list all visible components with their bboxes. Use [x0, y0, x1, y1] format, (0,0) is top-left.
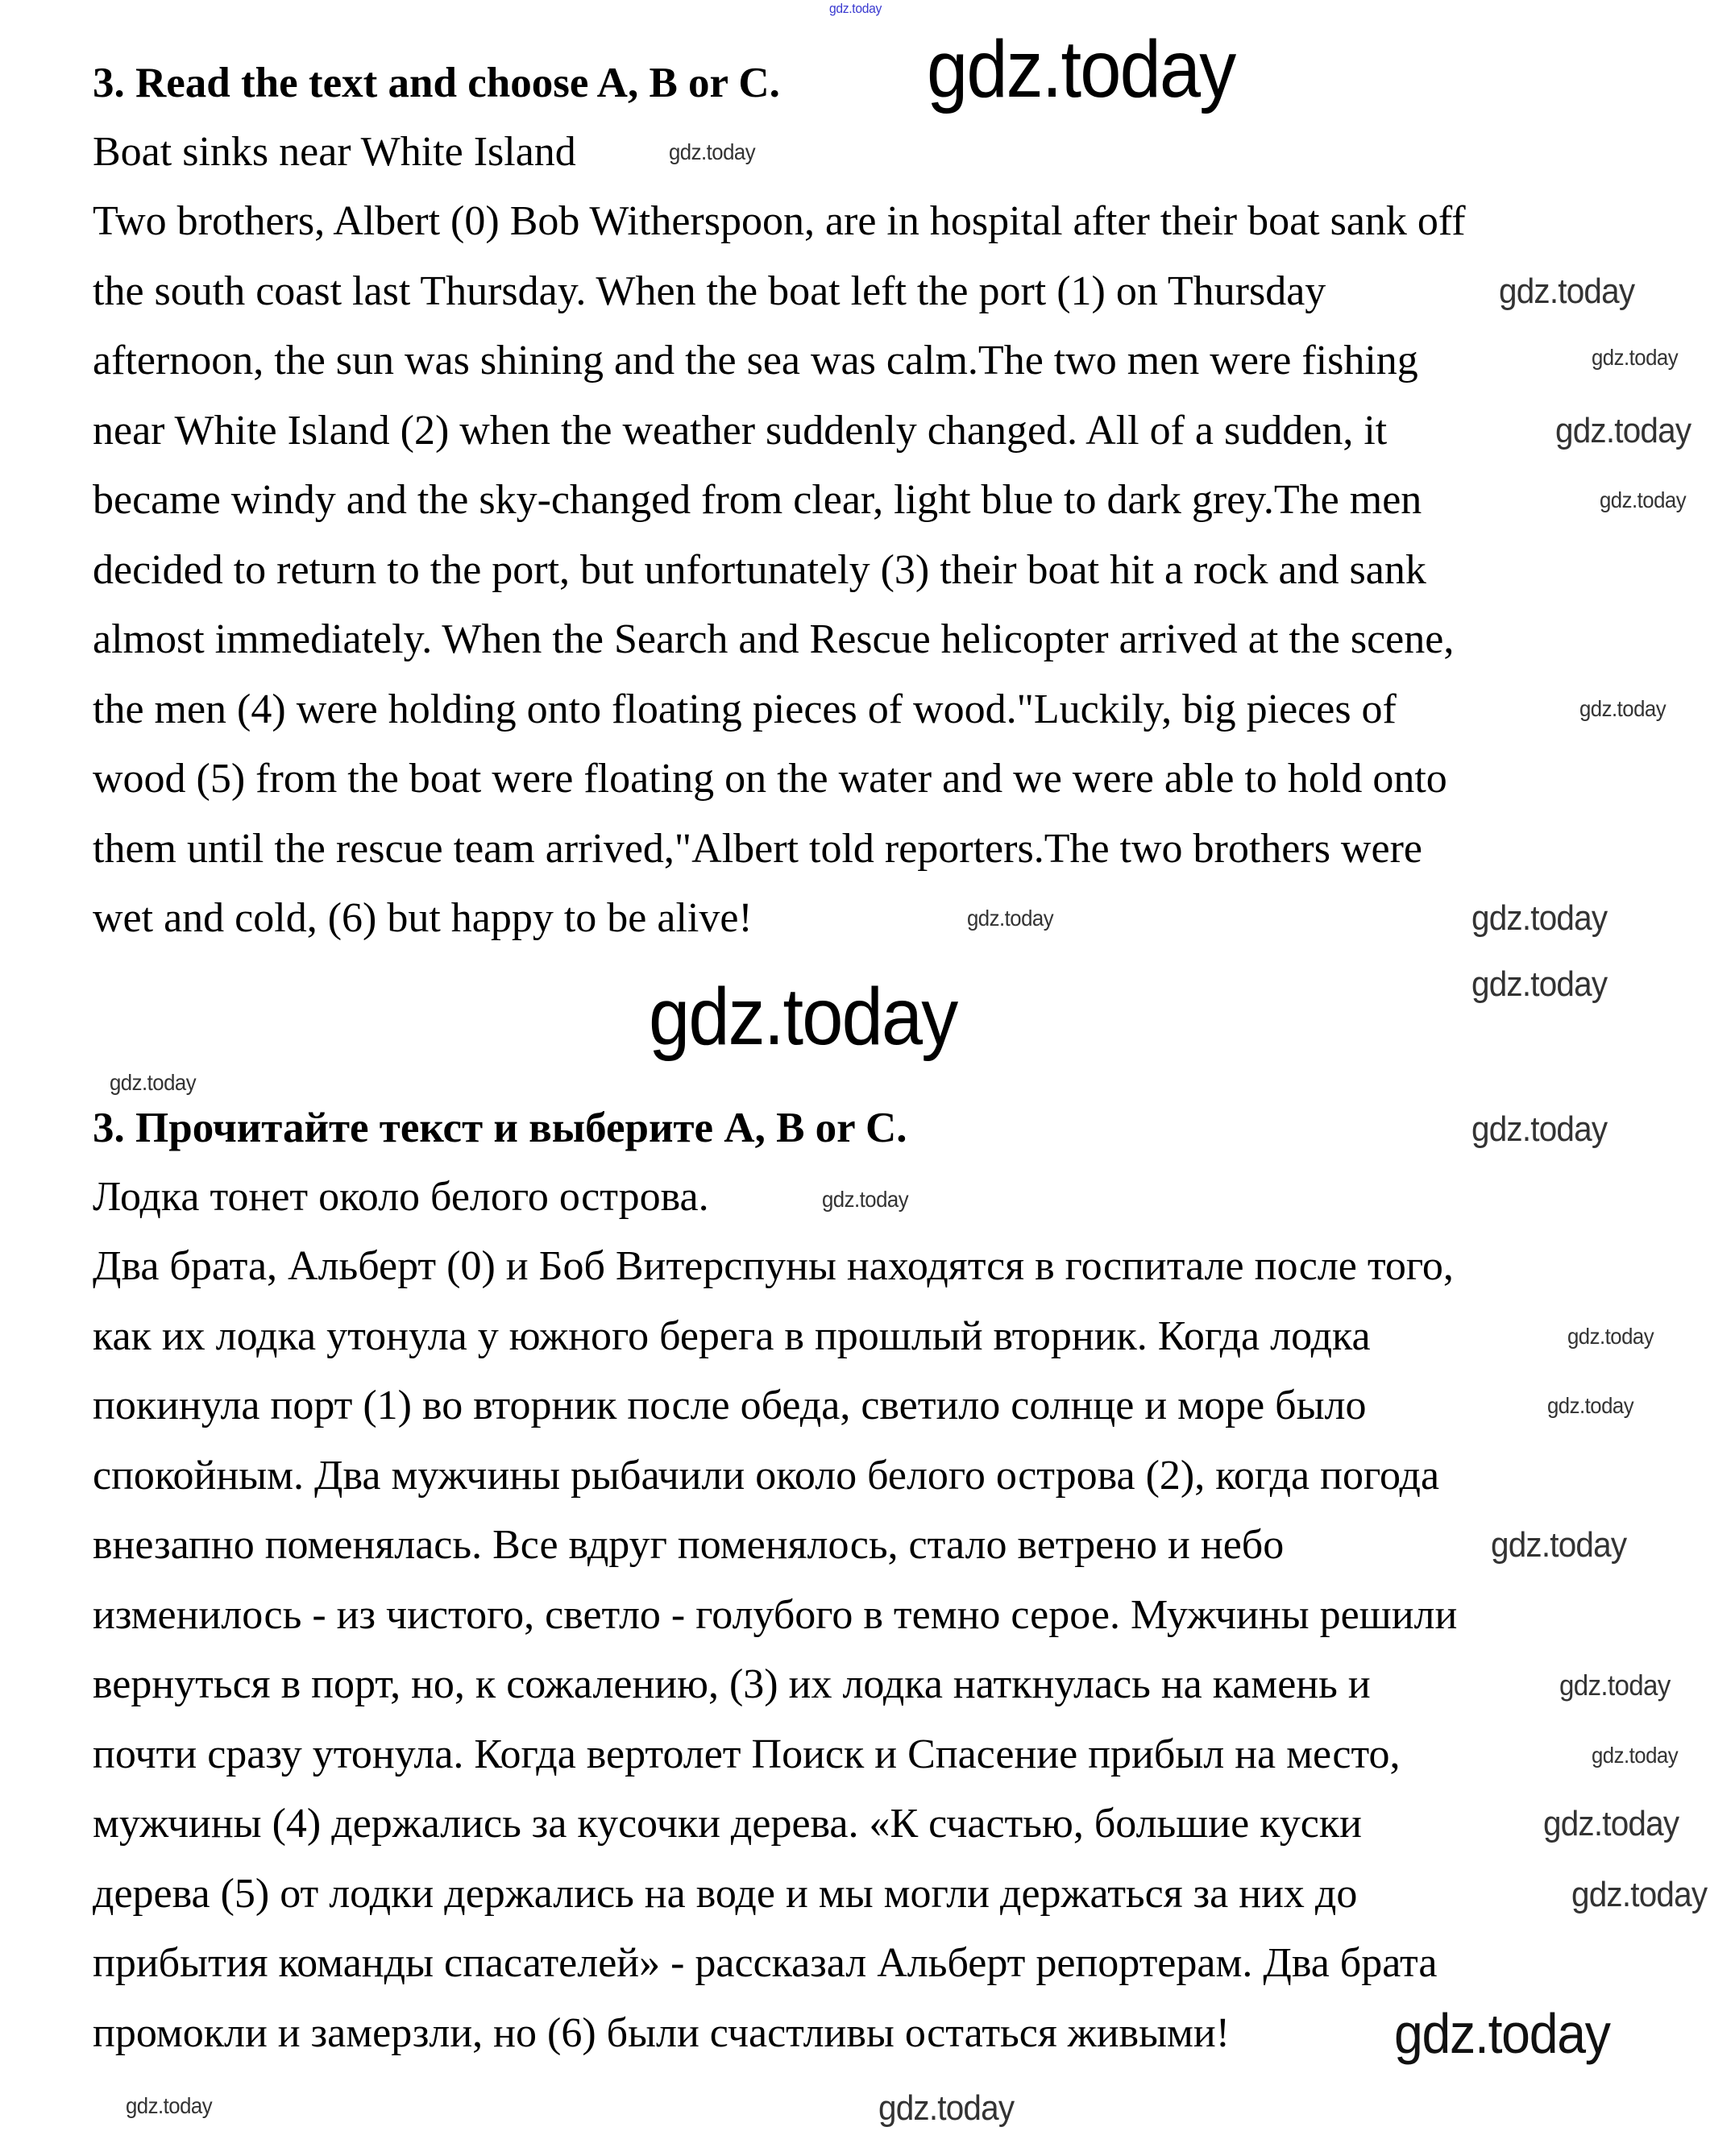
watermark: gdz.today — [1471, 964, 1608, 1004]
watermark: gdz.today — [1567, 1324, 1654, 1349]
watermark: gdz.today — [669, 139, 756, 164]
text-line: became windy and the sky-changed from clear, light blue to dark grey.The men — [93, 477, 1422, 523]
text-line: спокойным. Два мужчины рыбачили около белого острова (2), когда погода — [93, 1452, 1440, 1499]
watermark: gdz.today — [1579, 696, 1667, 721]
exercise-title-russian: 3. Прочитайте текст и выберите A, B or C. — [93, 1105, 907, 1151]
text-line: изменилось - из чистого, светло - голубого в темно серое. Мужчины решили — [93, 1591, 1458, 1638]
text-line: wet and cold, (6) but happy to be alive! — [93, 895, 753, 941]
watermark: gdz.today — [967, 906, 1054, 931]
text-line: decided to return to the port, but unfortunately (3) their boat hit a rock and sank — [93, 546, 1426, 593]
text-line: мужчины (4) держались за кусочки дерева. «К счастью, большие куски — [93, 1801, 1362, 1847]
watermark: gdz.today — [1499, 272, 1635, 311]
watermark: gdz.today — [829, 1, 882, 16]
text-line: как их лодка утонула у южного берега в прошлый вторник. Когда лодка — [93, 1312, 1371, 1359]
text-line: near White Island (2) when the weather suddenly changed. All of a sudden, it — [93, 407, 1388, 454]
watermark: gdz.today — [126, 2093, 213, 2118]
watermark: gdz.today — [822, 1187, 909, 1212]
watermark: gdz.today — [878, 2088, 1015, 2128]
headline-text: Boat sinks near White Island — [93, 129, 576, 175]
watermark: gdz.today — [1571, 1875, 1708, 1914]
text-line: дерева (5) от лодки держались на воде и мы могли держаться за них до — [93, 1870, 1358, 1917]
text-line: промокли и замерзли, но (6) были счастливы остаться живыми! — [93, 2009, 1231, 2056]
paragraph-english — [93, 187, 1466, 954]
text-line: прибытия команды спасателей» - рассказал Альберт репортерам. Два брата — [93, 1940, 1438, 1986]
watermark: gdz.today — [1600, 487, 1687, 512]
watermark: gdz.today — [1543, 1804, 1679, 1843]
text-line: Two brothers, Albert (0) Bob Witherspoon, are in hospital after their boat sank off — [93, 198, 1466, 244]
watermark: gdz.today — [1559, 1669, 1671, 1702]
text-line: afternoon, the sun was shining and the sea was calm.The two men were fishing — [93, 338, 1418, 384]
headline-russian — [93, 1163, 709, 1233]
text-line: вернуться в порт, но, к сожалению, (3) их лодка наткнулась на камень и — [93, 1661, 1371, 1707]
watermark: gdz.today — [1555, 411, 1691, 450]
watermark: gdz.today — [1491, 1525, 1627, 1565]
text-line: wood (5) from the boat were floating on the water and we were able to hold onto — [93, 756, 1447, 802]
watermark: gdz.today — [1592, 1743, 1679, 1768]
text-line: the men (4) were holding onto floating pieces of wood."Luckily, big pieces of — [93, 686, 1397, 732]
headline-english — [93, 118, 576, 188]
watermark: gdz.today — [1592, 345, 1679, 370]
watermark: gdz.today — [1471, 1109, 1608, 1149]
watermark: gdz.today — [927, 24, 1235, 114]
text-line: Два брата, Альберт (0) и Боб Витерспуны находятся в госпитале после того, — [93, 1243, 1454, 1289]
watermark: gdz.today — [1547, 1393, 1634, 1418]
watermark: gdz.today — [1394, 2002, 1610, 2065]
watermark: gdz.today — [1471, 898, 1608, 938]
watermark: gdz.today — [110, 1070, 197, 1095]
paragraph-russian — [93, 1232, 1457, 2068]
text-line: almost immediately. When the Search and Rescue helicopter arrived at the scene, — [93, 616, 1455, 662]
text-line: почти сразу утонула. Когда вертолет Поиск и Спасение прибыл на место, — [93, 1731, 1401, 1777]
exercise-title-english: 3. Read the text and choose A, B or C. — [93, 60, 780, 106]
text-line: покинула порт (1) во вторник после обеда, светило солнце и море было — [93, 1383, 1367, 1428]
watermark: gdz.today — [649, 972, 957, 1062]
text-line: them until the rescue team arrived,"Albert told reporters.The two brothers were — [93, 825, 1422, 872]
text-line: the south coast last Thursday. When the boat left the port (1) on Thursday — [93, 267, 1326, 314]
text-line: внезапно поменялась. Все вдруг поменялось, стало ветрено и небо — [93, 1522, 1285, 1568]
headline-text: Лодка тонет около белого острова. — [93, 1174, 709, 1220]
